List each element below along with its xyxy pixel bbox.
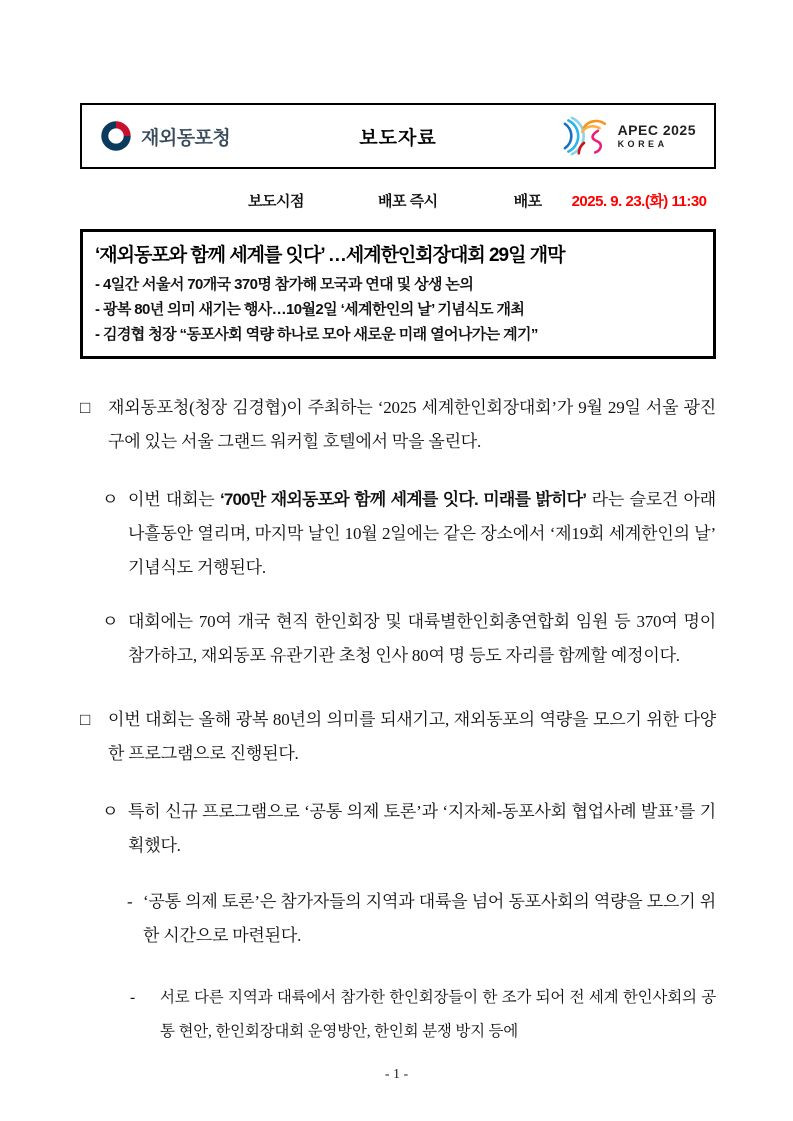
release-time-label: 보도시점 [248, 192, 304, 210]
paragraph-text-pre: 이번 대회는 [128, 490, 220, 509]
release-time-value: 배포 즉시 [377, 192, 438, 210]
paragraph-marker: ㅇ [102, 802, 119, 821]
paragraph-marker: ㅇ [102, 490, 119, 509]
apec-logo-line2: KOREA [617, 138, 668, 149]
headline-bullet: - 4일간 서울서 70개국 370명 참가해 모국과 연대 및 상생 논의 [95, 276, 474, 293]
paragraph-text: 대회에는 70여 개국 현직 한인회장 및 대륙별한인회총연합회 임원 등 370여 명이 참가하고, 재외동포 유관기관 초청 인사 80여 명 등도 자리를 함께할 예정이다. [128, 612, 716, 665]
paragraph [80, 391, 716, 459]
paragraph [80, 703, 716, 771]
paragraph-marker: □ [80, 398, 91, 417]
doc-type-title: 보도자료 [359, 127, 437, 149]
paragraph-text [128, 483, 716, 585]
apec-2025-logo [437, 112, 696, 160]
paragraph-text: ‘공통 의제 토론’은 참가자들의 지역과 대륙을 넘어 동포사회의 역량을 모으기 위한 시간으로 마련된다. [143, 892, 716, 945]
government-emblem-icon [100, 120, 132, 152]
apec-logo-icon [558, 112, 610, 160]
distribution-datetime: 2025. 9. 23.(화) 11:30 [571, 192, 707, 210]
page-number: - 1 - [384, 1067, 409, 1082]
paragraph [80, 981, 716, 1049]
agency-name: 재외동포청 [141, 127, 231, 149]
release-info-row [80, 185, 716, 215]
paragraph-text: 이번 대회는 올해 광복 80년의 의미를 되새기고, 재외동포의 역량을 모으기 위한 다양한 프로그램으로 진행된다. [108, 710, 716, 763]
paragraph-text: 특히 신규 프로그램으로 ‘공통 의제 토론’과 ‘지자체-동포사회 협업사례 발표’를 기획했다. [128, 802, 716, 855]
paragraph [80, 885, 716, 953]
headline-box [80, 229, 716, 359]
agency-logo [100, 120, 359, 152]
paragraph [80, 795, 716, 863]
paragraph-text: 서로 다른 지역과 대륙에서 참가한 한인회장들이 한 조가 되어 전 세계 한인사회의 공통 현안, 한인회장대회 운영방안, 한인회 분쟁 방지 등에 [160, 989, 716, 1040]
slogan-emphasis: ‘700만 재외동포와 함께 세계를 잇다. 미래를 밝히다’ [219, 490, 587, 509]
paragraph-marker: - [127, 892, 133, 911]
headline-title: ‘재외동포와 함께 세계를 잇다’ …세계한인회장대회 29일 개막 [95, 245, 565, 266]
paragraph-text-post: 라는 슬로건 아래 나흘동안 열리며, 마지막 날인 10월 2일에는 같은 장소에서 ‘제19회 세계한인의 날’ 기념식도 거행된다. [128, 490, 716, 577]
paragraph-marker: ㅇ [102, 612, 119, 631]
paragraph [80, 605, 716, 673]
paragraph-marker: - [130, 989, 135, 1006]
headline-bullet: - 김경협 청장 “동포사회 역량 하나로 모아 새로운 미래 열어나가는 계기” [95, 326, 538, 343]
distribution-label: 배포 [513, 192, 542, 210]
apec-logo-text [618, 123, 696, 149]
paragraph-marker: □ [80, 710, 91, 729]
paragraph-text: 재외동포청(청장 김경협)이 주최하는 ‘2025 세계한인회장대회’가 9월 29일 서울 광진구에 있는 서울 그랜드 워커힐 호텔에서 막을 올린다. [108, 398, 716, 451]
apec-logo-line1: APEC 2025 [617, 121, 696, 138]
paragraph [80, 483, 716, 585]
press-header [80, 103, 716, 169]
headline-bullet: - 광복 80년 의미 새기는 행사…10월2일 ‘세계한인의 날’ 기념식도 개최 [95, 301, 525, 318]
